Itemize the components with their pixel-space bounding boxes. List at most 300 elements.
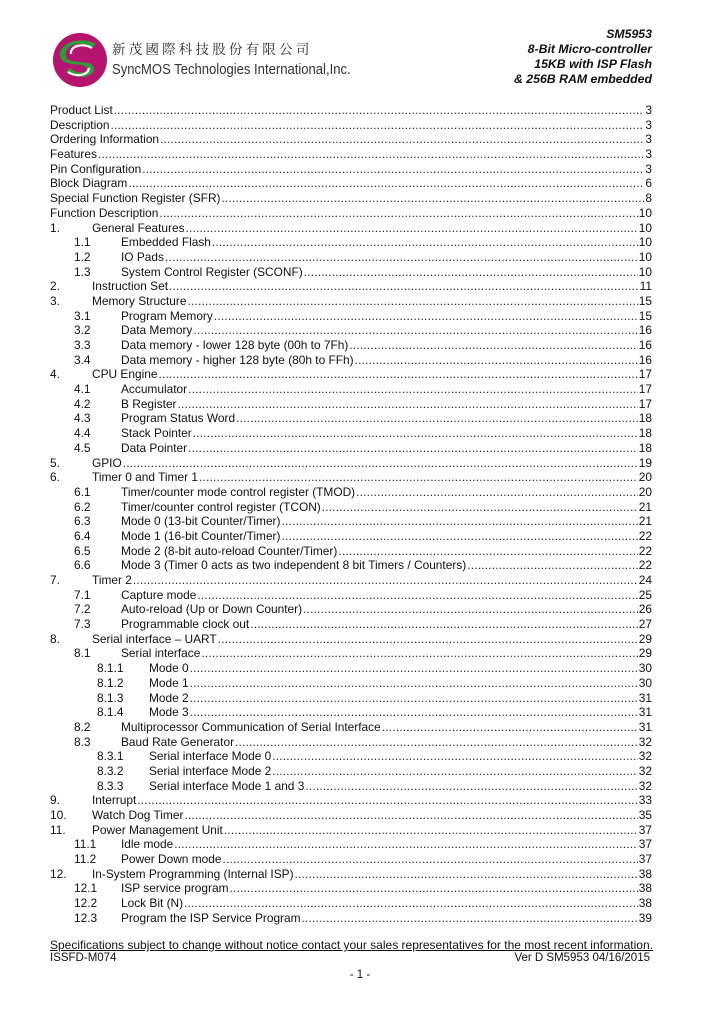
toc-entry-line (121, 529, 652, 544)
table-of-contents (50, 103, 652, 926)
toc-entry[interactable] (50, 705, 652, 720)
toc-entry-title: Lock Bit (N) (121, 896, 184, 911)
toc-entry-line (92, 573, 652, 588)
toc-entry-line (121, 265, 652, 280)
toc-dot-leader (382, 720, 638, 735)
toc-entry-title: Function Description (50, 205, 159, 220)
toc-entry[interactable] (50, 588, 652, 603)
toc-entry-page: 20 (638, 470, 652, 485)
toc-entry-title: Mode 0 (13-bit Counter/Timer) (121, 514, 281, 529)
toc-dot-leader (201, 646, 637, 661)
toc-entry-title: Memory Structure (92, 293, 187, 308)
toc-dot-leader (322, 500, 638, 515)
toc-dot-leader (193, 426, 638, 441)
toc-entry-line (149, 676, 652, 691)
toc-entry[interactable] (50, 911, 652, 926)
company-name-english: SyncMOS Technologies International,Inc. (112, 61, 351, 78)
toc-entry-page: 17 (638, 382, 652, 397)
toc-entry-number: 1. (50, 220, 60, 235)
toc-entry-line (149, 764, 652, 779)
toc-entry[interactable] (50, 191, 652, 206)
toc-entry[interactable] (50, 676, 652, 691)
toc-entry-title: Mode 0 (149, 661, 189, 676)
toc-entry[interactable] (50, 837, 652, 852)
toc-entry-title: Data memory - higher 128 byte (80h to FFh) (121, 352, 354, 367)
toc-entry-number: 8.1.3 (97, 690, 124, 705)
toc-entry-line (121, 911, 652, 926)
toc-dot-leader (467, 558, 638, 573)
toc-entry-line (121, 602, 652, 617)
toc-entry-page: 29 (638, 646, 652, 661)
toc-entry-number: 7.2 (74, 602, 91, 617)
toc-entry-number: 4.1 (74, 382, 91, 397)
toc-entry[interactable] (50, 808, 652, 823)
toc-dot-leader (188, 382, 638, 397)
toc-entry-title: Mode 1 (149, 675, 189, 690)
toc-entry-page: 33 (638, 793, 652, 808)
toc-entry-number: 1.2 (74, 249, 91, 264)
toc-dot-leader (281, 529, 637, 544)
toc-entry-title: Mode 2 (8-bit auto-reload Counter/Timer) (121, 543, 338, 558)
toc-entry[interactable] (50, 441, 652, 456)
toc-entry-page: 30 (638, 661, 652, 676)
toc-dot-leader (222, 852, 637, 867)
toc-entry-line (50, 132, 652, 147)
syncmos-logo (52, 32, 108, 88)
toc-entry[interactable] (50, 353, 652, 368)
toc-entry-number: 6. (50, 470, 60, 485)
toc-entry-title: Programmable clock out (121, 617, 250, 632)
toc-entry-title: Auto-reload (Up or Down Counter) (121, 602, 303, 617)
toc-entry-title: Serial interface – UART (92, 631, 217, 646)
toc-entry-page: 35 (638, 808, 652, 822)
toc-entry-page: 32 (638, 778, 652, 793)
toc-entry-line (121, 646, 652, 661)
toc-dot-leader (303, 602, 638, 617)
toc-dot-leader (190, 676, 638, 691)
toc-entry-number: 8.1.4 (97, 705, 124, 720)
toc-entry-page: 18 (638, 411, 652, 426)
toc-entry-page: 32 (638, 763, 652, 778)
toc-entry-title: Serial interface Mode 2 (149, 763, 272, 778)
toc-entry-number: 12.1 (74, 881, 98, 896)
toc-entry-title: System Control Register (SCONF) (121, 264, 303, 279)
toc-entry-line (121, 735, 652, 750)
toc-entry-line (50, 162, 652, 177)
toc-entry-page: 31 (638, 705, 652, 720)
toc-entry[interactable] (50, 382, 652, 397)
toc-entry-line (121, 500, 652, 515)
toc-entry[interactable] (50, 250, 652, 265)
document-version: Ver D SM5953 04/16/2015 (514, 952, 650, 964)
toc-entry[interactable] (50, 235, 652, 250)
toc-entry[interactable] (50, 602, 652, 617)
toc-entry-line (121, 617, 652, 632)
toc-entry-number: 6.3 (74, 514, 91, 529)
toc-entry[interactable] (50, 632, 652, 647)
toc-dot-leader (235, 735, 638, 750)
toc-entry-line (121, 896, 652, 911)
toc-entry[interactable] (50, 514, 652, 529)
toc-entry-page: 10 (638, 205, 652, 220)
toc-entry-page: 8 (645, 191, 652, 206)
toc-entry[interactable] (50, 896, 652, 911)
toc-entry-page: 18 (638, 426, 652, 441)
toc-entry[interactable] (50, 176, 652, 191)
toc-dot-leader (184, 808, 637, 823)
toc-entry-title: Serial interface (121, 646, 201, 661)
toc-entry-title: Ordering Information (50, 132, 160, 147)
toc-entry-line (121, 544, 652, 559)
toc-entry[interactable] (50, 367, 652, 382)
toc-entry[interactable] (50, 323, 652, 338)
toc-entry-number: 2. (50, 279, 60, 294)
toc-entry-number: 4.5 (74, 440, 91, 455)
toc-entry-line (121, 485, 652, 500)
company-name-chinese: 新茂國際科技股份有限公司 (112, 42, 313, 58)
toc-entry-title: Timer 0 and Timer 1 (92, 470, 198, 485)
toc-dot-leader (212, 235, 638, 250)
toc-entry[interactable] (50, 881, 652, 896)
toc-entry-number: 9. (50, 793, 60, 808)
toc-entry[interactable] (50, 221, 652, 236)
toc-dot-leader (184, 896, 638, 911)
toc-entry-line (92, 279, 652, 294)
toc-entry-number: 3. (50, 293, 60, 308)
toc-entry[interactable] (50, 294, 652, 309)
toc-entry-number: 1.1 (74, 235, 91, 250)
toc-entry-line (121, 514, 652, 529)
toc-entry[interactable] (50, 118, 652, 133)
toc-entry-title: Interrupt (92, 793, 137, 808)
toc-entry-title: Program Status Word (121, 411, 236, 426)
toc-entry-line (121, 323, 652, 338)
toc-entry-line (50, 191, 652, 206)
toc-entry[interactable] (50, 793, 652, 808)
toc-dot-leader (123, 456, 638, 471)
toc-entry-page: 32 (638, 734, 652, 749)
toc-entry-page: 22 (638, 543, 652, 558)
toc-entry-line (92, 808, 652, 823)
toc-entry-number: 7.3 (74, 617, 91, 632)
toc-dot-leader (272, 764, 637, 779)
toc-entry-line (121, 720, 652, 735)
toc-entry-title: Timer 2 (92, 573, 132, 587)
toc-dot-leader (250, 617, 638, 632)
toc-entry-line (121, 250, 652, 265)
toc-entry[interactable] (50, 265, 652, 280)
toc-entry-line (50, 103, 652, 118)
toc-entry-line (121, 426, 652, 441)
product-ram: & 256B RAM embedded (513, 72, 652, 86)
toc-entry-page: 21 (638, 499, 652, 514)
toc-entry-line (50, 118, 652, 133)
toc-entry-line (121, 411, 652, 426)
toc-entry-title: Special Function Register (SFR) (50, 191, 221, 206)
toc-entry-page: 32 (638, 749, 652, 764)
toc-entry-title: Mode 3 (Timer 0 acts as two independent 8 bit Timers / Counters) (121, 558, 467, 573)
toc-entry-number: 6.6 (74, 558, 91, 573)
toc-entry-title: Embedded Flash (121, 235, 211, 250)
toc-entry-number: 12. (50, 866, 67, 881)
toc-entry-page: 24 (638, 573, 652, 587)
toc-dot-leader (230, 881, 638, 896)
toc-entry[interactable] (50, 338, 652, 353)
toc-entry-number: 8. (50, 631, 60, 646)
toc-dot-leader (178, 397, 638, 412)
specification-notice: Specifications subject to change without notice contact your sales representatives for the most recent information. (50, 938, 653, 952)
toc-entry-page: 10 (638, 249, 652, 264)
toc-entry-page: 6 (645, 176, 652, 191)
toc-entry-number: 3.2 (74, 323, 91, 338)
toc-entry-title: Mode 2 (149, 690, 189, 705)
toc-entry-number: 6.1 (74, 484, 91, 499)
toc-entry-title: IO Pads (121, 249, 164, 264)
toc-entry[interactable] (50, 485, 652, 500)
toc-entry-number: 12.2 (74, 896, 98, 911)
toc-entry[interactable] (50, 279, 652, 294)
toc-entry[interactable] (50, 735, 652, 750)
toc-entry[interactable] (50, 456, 652, 471)
document-id: ISSFD-M074 (50, 952, 117, 964)
toc-entry-title: Data Pointer (121, 440, 188, 455)
toc-entry-number: 5. (50, 455, 60, 470)
toc-entry-number: 7. (50, 573, 60, 587)
toc-entry-title: Mode 1 (16-bit Counter/Timer) (121, 528, 281, 543)
toc-entry-number: 8.3 (74, 734, 91, 749)
toc-entry-number: 1.3 (74, 264, 91, 279)
toc-entry-title: Block Diagram (50, 176, 128, 191)
toc-entry-title: ISP service program (121, 881, 229, 896)
toc-entry[interactable] (50, 162, 652, 177)
toc-entry-page: 10 (638, 235, 652, 250)
toc-dot-leader (114, 103, 645, 118)
toc-entry-title: Data memory - lower 128 byte (00h to 7Fh) (121, 338, 349, 352)
toc-entry-page: 30 (638, 675, 652, 690)
toc-dot-leader (133, 573, 638, 588)
toc-dot-leader (110, 118, 644, 133)
toc-entry-line (92, 632, 652, 647)
toc-entry-line (50, 147, 652, 162)
toc-entry-number: 8.3.1 (97, 749, 124, 764)
toc-entry[interactable] (50, 779, 652, 794)
toc-entry-number: 12.3 (74, 910, 98, 925)
toc-entry-page: 39 (638, 910, 652, 925)
product-title-block (514, 27, 652, 87)
toc-dot-leader (188, 441, 638, 456)
toc-entry-page: 16 (638, 338, 652, 352)
toc-entry-title: Stack Pointer (121, 426, 192, 441)
toc-entry[interactable] (50, 852, 652, 867)
toc-entry-number: 6.2 (74, 499, 91, 514)
toc-entry-page: 18 (638, 440, 652, 455)
toc-entry[interactable] (50, 749, 652, 764)
toc-dot-leader (165, 250, 638, 265)
product-flash: 15KB with ISP Flash (534, 57, 652, 71)
toc-entry-line (121, 382, 652, 397)
toc-entry-line (50, 176, 652, 191)
toc-entry-title: Idle mode (121, 837, 174, 852)
toc-dot-leader (128, 176, 644, 191)
toc-entry-title: Capture mode (121, 587, 197, 602)
toc-entry-line (92, 221, 652, 236)
toc-entry-page: 22 (638, 558, 652, 573)
toc-dot-leader (188, 294, 638, 309)
toc-entry-page: 38 (638, 866, 652, 881)
toc-dot-leader (305, 779, 637, 794)
toc-entry-number: 4. (50, 367, 60, 382)
toc-entry-title: Serial interface Mode 1 and 3 (149, 778, 305, 793)
toc-entry-number: 4.3 (74, 411, 91, 426)
toc-entry-line (92, 823, 652, 838)
toc-entry-number: 3.3 (74, 338, 91, 352)
toc-dot-leader (355, 353, 638, 368)
toc-entry[interactable] (50, 661, 652, 676)
toc-dot-leader (142, 162, 644, 177)
toc-entry[interactable] (50, 426, 652, 441)
toc-entry-page: 16 (638, 323, 652, 338)
toc-entry-page: 31 (638, 719, 652, 734)
toc-entry-page: 3 (645, 161, 652, 176)
toc-entry-page: 38 (638, 881, 652, 896)
toc-entry-page: 20 (638, 484, 652, 499)
toc-entry-number: 11.2 (74, 852, 97, 867)
toc-entry-line (92, 294, 652, 309)
toc-entry-line (92, 456, 652, 471)
toc-dot-leader (199, 470, 638, 485)
toc-entry-line (92, 793, 652, 808)
toc-entry-page: 17 (638, 367, 652, 382)
toc-entry-title: Mode 3 (149, 705, 189, 720)
toc-entry-line (121, 309, 652, 324)
toc-dot-leader (159, 206, 637, 221)
toc-entry-line (121, 441, 652, 456)
toc-entry[interactable] (50, 764, 652, 779)
toc-entry-number: 6.4 (74, 528, 91, 543)
toc-entry[interactable] (50, 411, 652, 426)
toc-entry[interactable] (50, 544, 652, 559)
toc-entry[interactable] (50, 867, 652, 882)
toc-entry-number: 3.4 (74, 352, 91, 367)
toc-entry-line (92, 367, 652, 382)
toc-entry-line (121, 353, 652, 368)
toc-entry[interactable] (50, 397, 652, 412)
toc-entry[interactable] (50, 103, 652, 118)
toc-dot-leader (218, 632, 638, 647)
toc-dot-leader (214, 309, 638, 324)
toc-entry-page: 3 (645, 132, 652, 147)
toc-entry[interactable] (50, 132, 652, 147)
toc-entry-page: 10 (638, 264, 652, 279)
toc-entry-page: 16 (638, 352, 652, 367)
toc-entry-line (149, 691, 652, 706)
toc-dot-leader (224, 823, 638, 838)
toc-entry[interactable] (50, 646, 652, 661)
toc-entry-page: 15 (638, 308, 652, 323)
company-name-block (112, 38, 389, 78)
toc-entry-line (149, 661, 652, 676)
toc-dot-leader (304, 265, 638, 280)
toc-entry-page: 25 (638, 587, 652, 602)
toc-entry-title: Multiprocessor Communication of Serial Interface (121, 719, 381, 734)
toc-dot-leader (338, 544, 637, 559)
toc-entry-page: 27 (638, 617, 652, 632)
toc-entry[interactable] (50, 691, 652, 706)
toc-entry-title: GPIO (92, 455, 122, 470)
toc-entry-line (92, 867, 652, 882)
toc-entry-page: 3 (645, 147, 652, 162)
product-model: SM5953 (606, 27, 652, 41)
toc-entry[interactable] (50, 309, 652, 324)
toc-entry-line (121, 852, 652, 867)
toc-dot-leader (158, 367, 637, 382)
toc-entry-title: Program Memory (121, 308, 213, 323)
toc-entry-line (121, 397, 652, 412)
toc-dot-leader (98, 147, 644, 162)
toc-entry[interactable] (50, 573, 652, 588)
toc-entry-number: 8.2 (74, 719, 91, 734)
toc-entry-page: 3 (645, 117, 652, 132)
toc-dot-leader (174, 837, 638, 852)
toc-entry-line (149, 749, 652, 764)
toc-entry-title: Power Down mode (121, 852, 222, 867)
toc-dot-leader (236, 411, 638, 426)
toc-entry-number: 11. (50, 822, 66, 837)
toc-entry[interactable] (50, 617, 652, 632)
toc-entry-page: 38 (638, 896, 652, 911)
toc-entry-line (50, 206, 652, 221)
toc-dot-leader (193, 323, 637, 338)
toc-entry[interactable] (50, 206, 652, 221)
toc-entry-title: Product List (50, 103, 113, 117)
toc-dot-leader (349, 338, 637, 353)
toc-entry-title: Baud Rate Generator (121, 734, 235, 749)
toc-dot-leader (190, 661, 638, 676)
toc-entry-title: Accumulator (121, 382, 188, 397)
toc-entry[interactable] (50, 500, 652, 515)
toc-dot-leader (295, 867, 638, 882)
toc-entry-title: Watch Dog Timer (92, 808, 184, 822)
product-type: 8-Bit Micro-controller (527, 42, 652, 56)
toc-entry-line (121, 881, 652, 896)
toc-entry-page: 26 (638, 602, 652, 617)
toc-entry[interactable] (50, 823, 652, 838)
toc-entry[interactable] (50, 558, 652, 573)
toc-entry[interactable] (50, 529, 652, 544)
toc-entry-number: 3.1 (74, 308, 91, 323)
toc-dot-leader (160, 132, 644, 147)
toc-entry-page: 10 (638, 220, 652, 235)
toc-entry-page: 3 (645, 103, 652, 117)
toc-entry-line (92, 470, 652, 485)
toc-entry-page: 19 (638, 455, 652, 470)
toc-entry-page: 17 (638, 396, 652, 411)
toc-entry-page: 11 (639, 279, 652, 294)
toc-entry-number: 4.4 (74, 426, 91, 441)
toc-entry-title: CPU Engine (92, 367, 158, 382)
toc-entry[interactable] (50, 470, 652, 485)
toc-dot-leader (186, 221, 638, 236)
toc-dot-leader (302, 911, 638, 926)
toc-entry[interactable] (50, 720, 652, 735)
toc-entry-page: 37 (638, 822, 652, 837)
toc-dot-leader (222, 191, 645, 206)
toc-entry-line (121, 235, 652, 250)
toc-entry-line (121, 558, 652, 573)
toc-entry-title: Timer/counter mode control register (TMOD) (121, 484, 356, 499)
toc-entry[interactable] (50, 147, 652, 162)
toc-entry-title: Program the ISP Service Program (121, 910, 301, 925)
